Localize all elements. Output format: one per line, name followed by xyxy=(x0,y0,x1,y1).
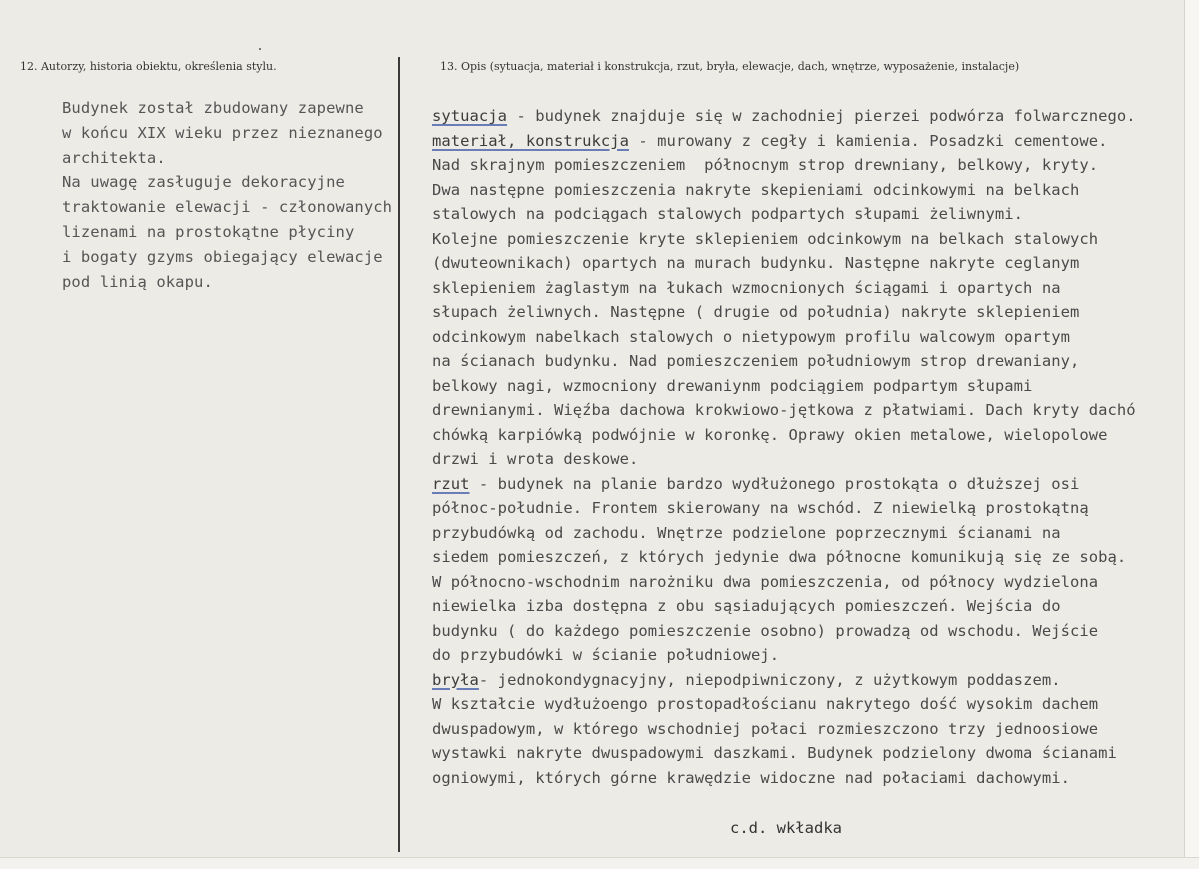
line-text: drewnianymi. Więźba dachowa krokwiowo-jętkowa z płatwiami. Dach kryty dachó xyxy=(432,401,1136,419)
text-line: traktowanie elewacji - członowanych xyxy=(62,198,393,217)
line-text: wystawki nakryte dwuspadowymi daszkami. Budynek podzielony dwoma ścianami xyxy=(432,744,1117,762)
line-text: (dwuteownikach) opartych na murach budynku. Następne nakryte ceglanym xyxy=(432,254,1080,272)
text-line: architekta. xyxy=(62,148,166,167)
line-text: do przybudówki w ścianie południowej. xyxy=(432,646,780,664)
text-line: i bogaty gzyms obiegający elewacje xyxy=(62,247,383,266)
text-line xyxy=(432,104,1192,129)
line-text: słupach żeliwnych. Następne ( drugie od południa) nakryte sklepieniem xyxy=(432,303,1080,321)
line-text: Nad skrajnym pomieszczeniem północnym strop drewniany, belkowy, kryty. xyxy=(432,156,1099,174)
section-keyword: materiał, konstrukcja xyxy=(432,131,630,150)
text-line xyxy=(432,545,1192,570)
text-line xyxy=(432,398,1192,423)
text-line xyxy=(432,619,1192,644)
description-text xyxy=(432,104,1192,790)
line-text: stalowych na podciągach stalowych podpartych słupami żeliwnymi. xyxy=(432,205,1024,223)
line-text: Dwa następne pomieszczenia nakryte skepieniami odcinkowymi na belkach xyxy=(432,180,1080,199)
line-text: niewielka izba dostępna z obu sąsiadujących pomieszczeń. Wejścia do xyxy=(432,597,1061,615)
text-line xyxy=(432,496,1192,521)
line-text: dwuspadowym, w którego wschodniej połaci rozmieszczono trzy jednoosiowe xyxy=(432,719,1099,738)
text-line xyxy=(432,129,1192,154)
text-line xyxy=(432,766,1192,791)
paper-mark xyxy=(259,48,261,50)
line-text: odcinkowym nabelkach stalowych o nietypowym profilu walcowym opartym xyxy=(432,327,1070,346)
section-keyword: rzut xyxy=(432,474,470,493)
text-line xyxy=(432,202,1192,227)
text-line xyxy=(432,374,1192,399)
text-line: Na uwagę zasługuje dekoracyjne xyxy=(62,173,345,192)
line-text: - jednokondygnacyjny, niepodpiwniczony, z użytkowym poddaszem. xyxy=(478,670,1061,689)
text-line xyxy=(432,300,1192,325)
section-12-heading: 12. Autorzy, historia obiektu, określenia stylu. xyxy=(20,60,277,73)
text-line xyxy=(432,594,1192,619)
text-line: pod linią okapu. xyxy=(62,272,213,291)
text-line xyxy=(432,643,1192,668)
line-text: przybudówką od zachodu. Wnętrze podzielone poprzecznymi ścianami na xyxy=(432,523,1061,542)
text-line xyxy=(432,178,1192,203)
text-line xyxy=(432,153,1192,178)
line-text: na ścianach budynku. Nad pomieszczeniem południowym strop drewaniany, xyxy=(432,352,1080,370)
text-line xyxy=(432,570,1192,595)
line-text: chówką karpiówką podwójnie w koronkę. Oprawy okien metalowe, wielopolowe xyxy=(432,425,1108,444)
section-13-heading: 13. Opis (sytuacja, materiał i konstrukcja, rzut, bryła, elewacje, dach, wnętrze, wyposażenie, instalacje) xyxy=(440,60,1020,73)
text-line: w końcu XIX wieku przez nieznanego xyxy=(62,123,383,142)
section-keyword: bryła xyxy=(432,670,479,689)
text-line xyxy=(432,447,1192,472)
line-text: siedem pomieszczeń, z których jedynie dwa północne komunikują się ze sobą. xyxy=(432,548,1127,566)
text-line xyxy=(432,717,1192,742)
text-line xyxy=(432,472,1192,497)
line-text: belkowy nagi, wzmocniony drewaniynm podciągiem podpartym słupami xyxy=(432,376,1033,395)
line-text: Kolejne pomieszczenie kryte sklepieniem odcinkowym na belkach stalowych xyxy=(432,229,1099,248)
line-text: - murowany z cegły i kamienia. Posadzki cementowe. xyxy=(629,131,1108,150)
line-text: W kształcie wydłużoengo prostopadłościanu nakrytego dość wysokim dachem xyxy=(432,695,1099,713)
text-line xyxy=(432,349,1192,374)
text-line xyxy=(432,325,1192,350)
text-line xyxy=(432,741,1192,766)
continuation-note: c.d. wkładka xyxy=(730,819,842,837)
text-line: lizenami na prostokątne płyciny xyxy=(62,222,355,241)
line-text: drzwi i wrota deskowe. xyxy=(432,450,639,468)
text-line: Budynek został zbudowany zapewne xyxy=(62,99,364,117)
line-text: W północno-wschodnim narożniku dwa pomieszczenia, od północy wydzielona xyxy=(432,572,1099,591)
authors-history-text xyxy=(62,96,407,294)
text-line xyxy=(432,668,1192,693)
text-line xyxy=(432,227,1192,252)
page-edge-bottom xyxy=(0,857,1199,869)
line-text: budynku ( do każdego pomieszczenie osobno) prowadzą od wschodu. Wejście xyxy=(432,621,1099,640)
line-text: północ-południe. Frontem skierowany na wschód. Z niewielką prostokątną xyxy=(432,499,1089,517)
text-line xyxy=(432,692,1192,717)
text-line xyxy=(432,521,1192,546)
line-text: ogniowymi, których górne krawędzie widoczne nad połaciami dachowymi. xyxy=(432,768,1070,787)
section-keyword: sytuacja xyxy=(432,107,508,125)
text-line xyxy=(432,423,1192,448)
text-line xyxy=(432,251,1192,276)
line-text: sklepieniem żaglastym na łukach wzmocnionych ściągami i opartych na xyxy=(432,278,1061,297)
text-line xyxy=(432,276,1192,301)
line-text: - budynek znajduje się w zachodniej pierzei podwórza folwarcznego. xyxy=(507,107,1136,125)
line-text: - budynek na planie bardzo wydłużonego prostokąta o dłuższej osi xyxy=(469,474,1080,493)
